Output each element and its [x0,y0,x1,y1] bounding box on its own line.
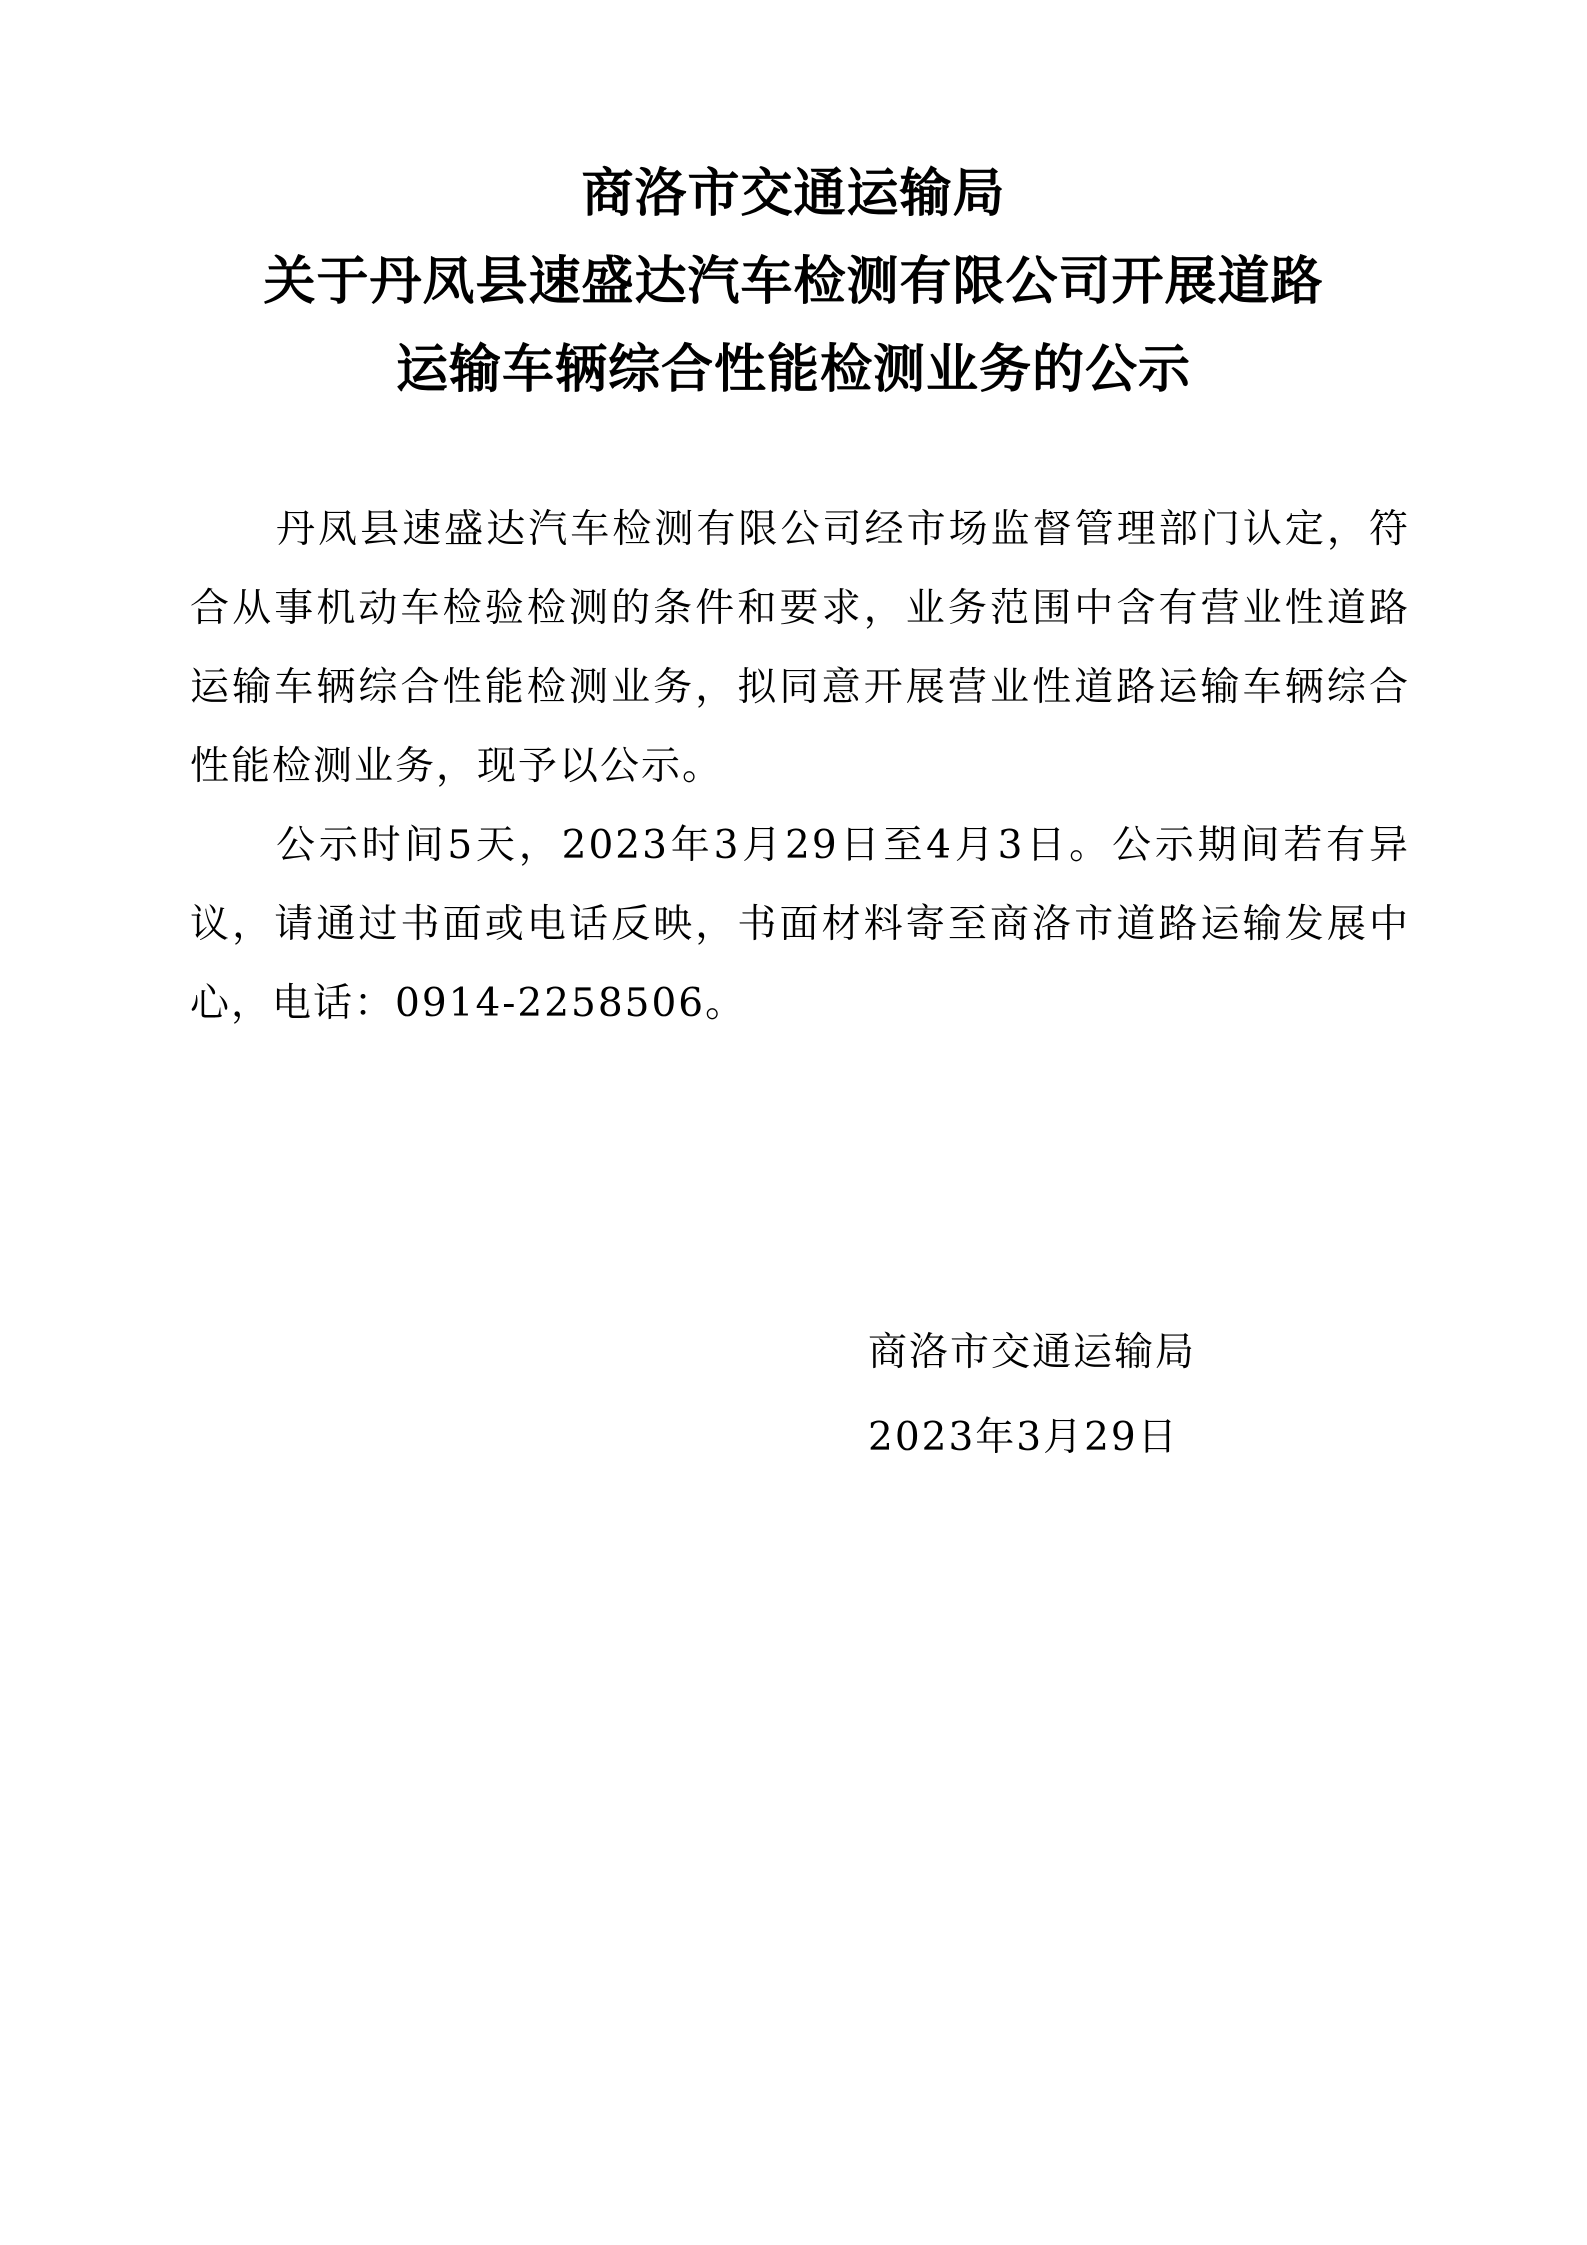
signature-date: 2023年3月29日 [868,1415,1179,1460]
body-paragraph-notice: 丹凤县速盛达汽车检测有限公司经市场监督管理部门认定，符合从事机动车检验检测的条件和要求，业务范围中含有营业性道路运输车辆综合性能检测业务，拟同意开展营业性道路运输车辆综合性能检测业务，现予以公示。 [190,507,1410,789]
title-line-subject: 关于丹凤县速盛达汽车检测有限公司开展道路 [263,252,1324,312]
title-line-subject-continued: 运输车辆综合性能检测业务的公示 [395,340,1191,400]
signature-organization: 商洛市交通运输局 [868,1330,1197,1375]
title-line-issuer: 商洛市交通运输局 [581,164,1006,224]
body-paragraph-publicity-period: 公示时间5天，2023年3月29日至4月3日。公示期间若有异议，请通过书面或电话反映，书面材料寄至商洛市道路运输发展中心，电话：0914-2258506。 [190,823,1410,1026]
document-title [0,150,1587,414]
signature-block [868,1310,1196,1480]
document-body [190,490,1410,1043]
